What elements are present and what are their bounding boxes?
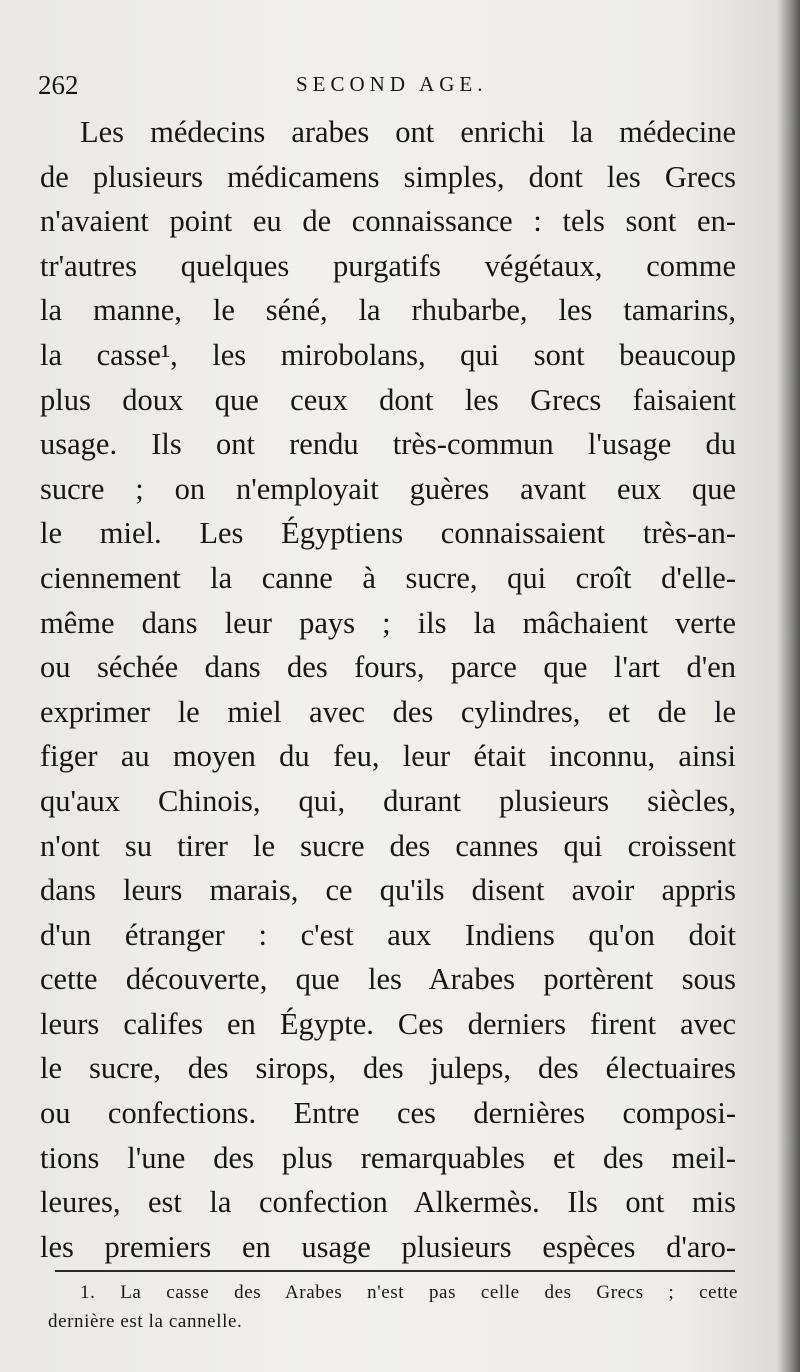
body-line: n'ont su tirer le sucre des cannes qui croissent	[40, 828, 736, 863]
body-line: leures, est la confection Alkermès. Ils ont mis	[40, 1185, 736, 1220]
body-line: de plusieurs médicamens simples, dont les Grecs	[40, 159, 736, 194]
body-line: ciennement la canne à sucre, qui croît d'elle-	[40, 560, 736, 595]
body-line: la manne, le séné, la rhubarbe, les tamarins,	[40, 293, 736, 328]
body-line: leurs califes en Égypte. Ces derniers firent avec	[40, 1006, 736, 1041]
page-header	[38, 60, 738, 104]
footnote-line: dernière est la cannelle.	[48, 1311, 243, 1332]
body-line: exprimer le miel avec des cylindres, et de le	[40, 694, 736, 729]
body-line: plus doux que ceux dont les Grecs faisaient	[40, 382, 736, 417]
body-line: dans leurs marais, ce qu'ils disent avoir appris	[40, 873, 736, 908]
body-line: le sucre, des sirops, des juleps, des électuaires	[40, 1051, 736, 1086]
body-line: les premiers en usage plusieurs espèces d'aro-	[40, 1229, 736, 1264]
footnote	[48, 1278, 738, 1336]
body-line: sucre ; on n'employait guères avant eux que	[40, 471, 736, 506]
body-line: n'avaient point eu de connaissance : tels sont en-	[40, 204, 736, 239]
footnote-rule	[55, 1270, 735, 1272]
body-line: ou séchée dans des fours, parce que l'art d'en	[40, 650, 736, 685]
page-edge-shadow	[778, 0, 800, 1372]
body-line: la casse¹, les mirobolans, qui sont beaucoup	[40, 337, 736, 372]
body-line: tr'autres quelques purgatifs végétaux, comme	[40, 248, 736, 283]
body-line: même dans leur pays ; ils la mâchaient verte	[40, 605, 736, 640]
body-line: tions l'une des plus remarquables et des meil-	[40, 1140, 736, 1175]
body-line: d'un étranger : c'est aux Indiens qu'on doit	[40, 917, 736, 952]
running-title: SECOND AGE.	[296, 72, 488, 96]
body-line: cette découverte, que les Arabes portèrent sous	[40, 962, 736, 997]
body-text	[40, 110, 736, 1269]
body-line: le miel. Les Égyptiens connaissaient très-an-	[40, 516, 736, 551]
body-line: qu'aux Chinois, qui, durant plusieurs siècles,	[40, 783, 736, 818]
page-number: 262	[38, 70, 79, 100]
body-line: usage. Ils ont rendu très-commun l'usage du	[40, 427, 736, 462]
footnote-line: 1. La casse des Arabes n'est pas celle des Grecs ; cette	[80, 1282, 738, 1303]
body-line: ou confections. Entre ces dernières composi-	[40, 1096, 736, 1131]
body-line: Les médecins arabes ont enrichi la médecine	[80, 115, 736, 149]
body-line: figer au moyen du feu, leur était inconnu, ainsi	[40, 739, 736, 774]
